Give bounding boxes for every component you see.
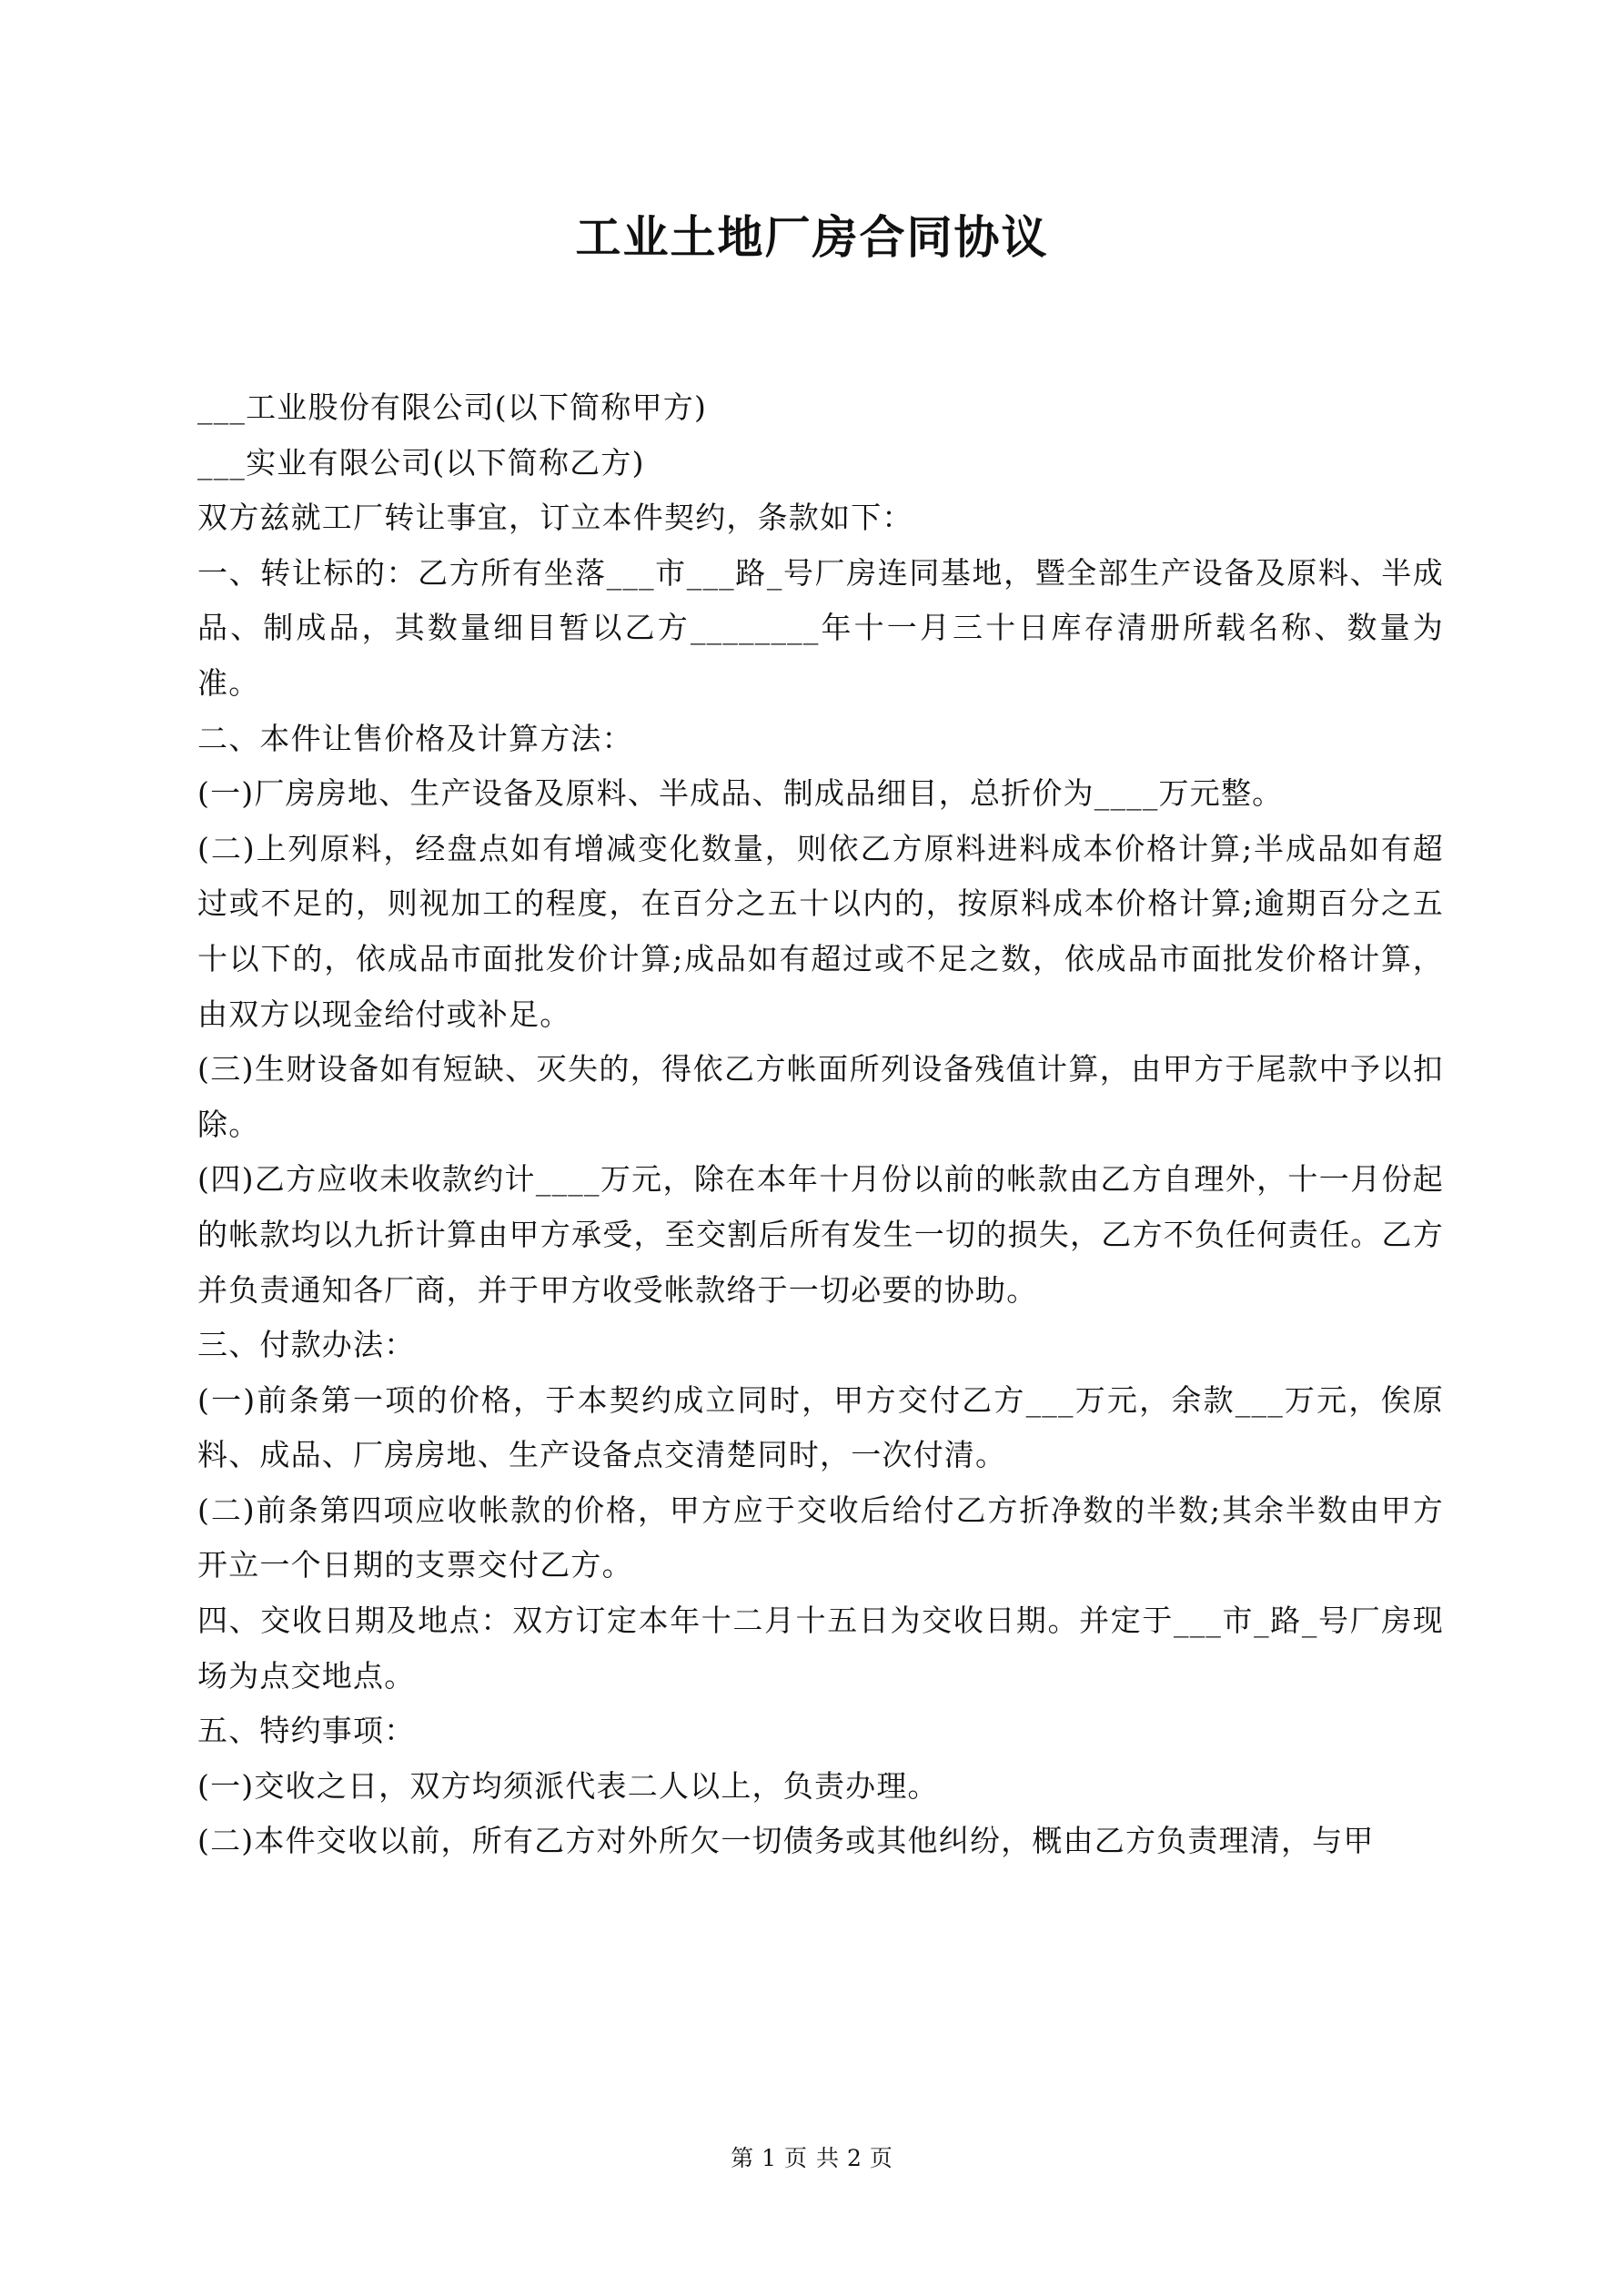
clause-3-item-1: (一)前条第一项的价格，于本契约成立同时，甲方交付乙方___万元，余款___万元，俟原料、成品、厂房房地、生产设备点交清楚同时，一次付清。	[197, 1381, 1444, 1473]
clause-2-item-3: (三)生财设备如有短缺、灭失的，得依乙方帐面所列设备残值计算，由甲方于尾款中予以扣除。	[197, 1051, 1444, 1142]
party-a-line: ___工业股份有限公司(以下简称甲方)	[197, 389, 708, 425]
clause-3-heading: 三、付款办法：	[197, 1327, 416, 1363]
clause-2-heading: 二、本件让售价格及计算方法：	[197, 720, 633, 756]
current-page-number: 1	[762, 2145, 778, 2171]
document-body	[197, 380, 1444, 1869]
clause-5-item-1: (一)交收之日，双方均须派代表二人以上，负责办理。	[197, 1767, 939, 1804]
preamble: 双方兹就工厂转让事宜，订立本件契约，条款如下：	[197, 500, 913, 536]
clause-5-heading: 五、特约事项：	[197, 1713, 416, 1749]
clause-2-item-1: (一)厂房房地、生产设备及原料、半成品、制成品细目，总折价为____万元整。	[197, 775, 1284, 812]
page-footer	[0, 2142, 1624, 2175]
clause-5-item-2: (二)本件交收以前，所有乙方对外所欠一切债务或其他纠纷，概由乙方负责理清，与甲	[197, 1823, 1375, 1859]
clause-3-item-2: (二)前条第四项应收帐款的价格，甲方应于交收后给付乙方折净数的半数;其余半数由甲方开立一个日期的支票交付乙方。	[197, 1492, 1444, 1583]
page-suffix: 页	[869, 2145, 893, 2171]
total-pages-number: 2	[846, 2145, 862, 2171]
document-title: 工业土地厂房合同协议	[575, 210, 1049, 264]
party-b-line: ___实业有限公司(以下简称乙方)	[197, 444, 645, 480]
clause-2-item-2: (二)上列原料，经盘点如有增减变化数量，则依乙方原料进料成本价格计算;半成品如有超过或不足的，则视加工的程度，在百分之五十以内的，按原料成本价格计算;逾期百分之五十以下的，依成品市面批发价计算;成品如有超过或不足之数，依成品市面批发价格计算，由双方以现金给付或补足。	[197, 830, 1444, 1032]
clause-1: 一、转让标的：乙方所有坐落___市___路_号厂房连同基地，暨全部生产设备及原料、半成品、制成品，其数量细目暂以乙方________年十一月三十日库存清册所载名称、数量为准。	[197, 554, 1444, 701]
page-prefix: 第	[731, 2145, 755, 2171]
clause-2-item-4: (四)乙方应收未收款约计____万元，除在本年十月份以前的帐款由乙方自理外，十一月份起的帐款均以九折计算由甲方承受，至交割后所有发生一切的损失，乙方不负任何责任。乙方并负责通知各厂商，并于甲方收受帐款络于一切必要的协助。	[197, 1161, 1444, 1308]
clause-4: 四、交收日期及地点：双方订定本年十二月十五日为交收日期。并定于___市_路_号厂房现场为点交地点。	[197, 1603, 1444, 1694]
page-mid: 页 共	[784, 2145, 840, 2171]
